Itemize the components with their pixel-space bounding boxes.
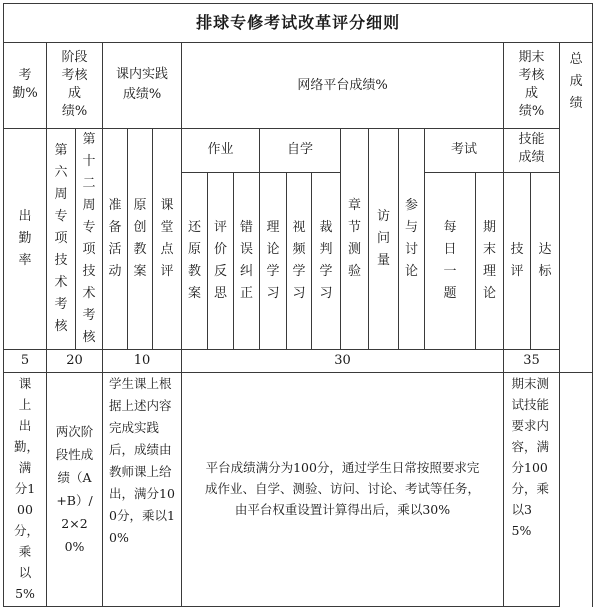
header-original-plan: 原创教案 bbox=[128, 129, 153, 350]
header-visits: 访问量 bbox=[369, 129, 399, 350]
header-week12: 第十二周专项技术考核 bbox=[76, 129, 103, 350]
header-final-theory: 期末理论 bbox=[476, 172, 504, 349]
header-skill: 技能成绩 bbox=[504, 129, 560, 173]
header-class-comment: 课堂点评 bbox=[153, 129, 182, 350]
header-total: 总成绩 bbox=[560, 43, 593, 373]
desc-final: 期末测试技能要求内容，满分100分，乘以35% bbox=[504, 373, 560, 607]
table-title: 排球专修考试改革评分细则 bbox=[4, 4, 593, 43]
header-practice: 课内实践成绩% bbox=[103, 43, 182, 129]
header-referee: 裁判学习 bbox=[312, 172, 341, 349]
header-technique: 技评 bbox=[504, 172, 531, 349]
weight-practice: 10 bbox=[103, 350, 182, 373]
desc-practice: 学生课上根据上述内容完成实践后，成绩由教师课上给出，满分100分，乘以10% bbox=[103, 373, 182, 607]
desc-attendance: 课上出勤，满分100分，乘以5% bbox=[4, 373, 47, 607]
header-error-fix: 错误纠正 bbox=[234, 172, 260, 349]
header-standard: 达标 bbox=[531, 172, 560, 349]
header-eval-reflect: 评价反思 bbox=[208, 172, 234, 349]
header-chapter-test: 章节测验 bbox=[341, 129, 369, 350]
header-self-study: 自学 bbox=[260, 129, 341, 173]
header-prep: 准备活动 bbox=[103, 129, 128, 350]
desc-online: 平台成绩满分为100分，通过学生日常按照要求完成作业、自学、测验、访问、讨论、考试等任务，由平台权重设置计算得出后，乘以30% bbox=[182, 373, 504, 607]
weight-online: 30 bbox=[182, 350, 504, 373]
header-week6: 第六周专项技术考核 bbox=[47, 129, 76, 350]
header-restore-plan: 还原教案 bbox=[182, 172, 208, 349]
header-final-exam: 期末考核成绩% bbox=[504, 43, 560, 129]
grading-table bbox=[3, 3, 593, 607]
header-homework: 作业 bbox=[182, 129, 260, 173]
header-video: 视频学习 bbox=[287, 172, 312, 349]
header-stage-exam: 阶段考核成绩% bbox=[47, 43, 103, 129]
header-online: 网络平台成绩% bbox=[182, 43, 504, 129]
desc-stage: 两次阶段性成绩（A+B）/2×20% bbox=[47, 373, 103, 607]
header-attendance-rate: 出勤率 bbox=[4, 129, 47, 350]
header-discussion: 参与讨论 bbox=[399, 129, 425, 350]
header-attendance: 考勤% bbox=[4, 43, 47, 129]
header-daily-q: 每日一题 bbox=[425, 172, 476, 349]
header-theory: 理论学习 bbox=[260, 172, 287, 349]
weight-final: 35 bbox=[504, 350, 560, 373]
header-exam: 考试 bbox=[425, 129, 504, 173]
weight-attendance: 5 bbox=[4, 350, 47, 373]
weight-stage: 20 bbox=[47, 350, 103, 373]
